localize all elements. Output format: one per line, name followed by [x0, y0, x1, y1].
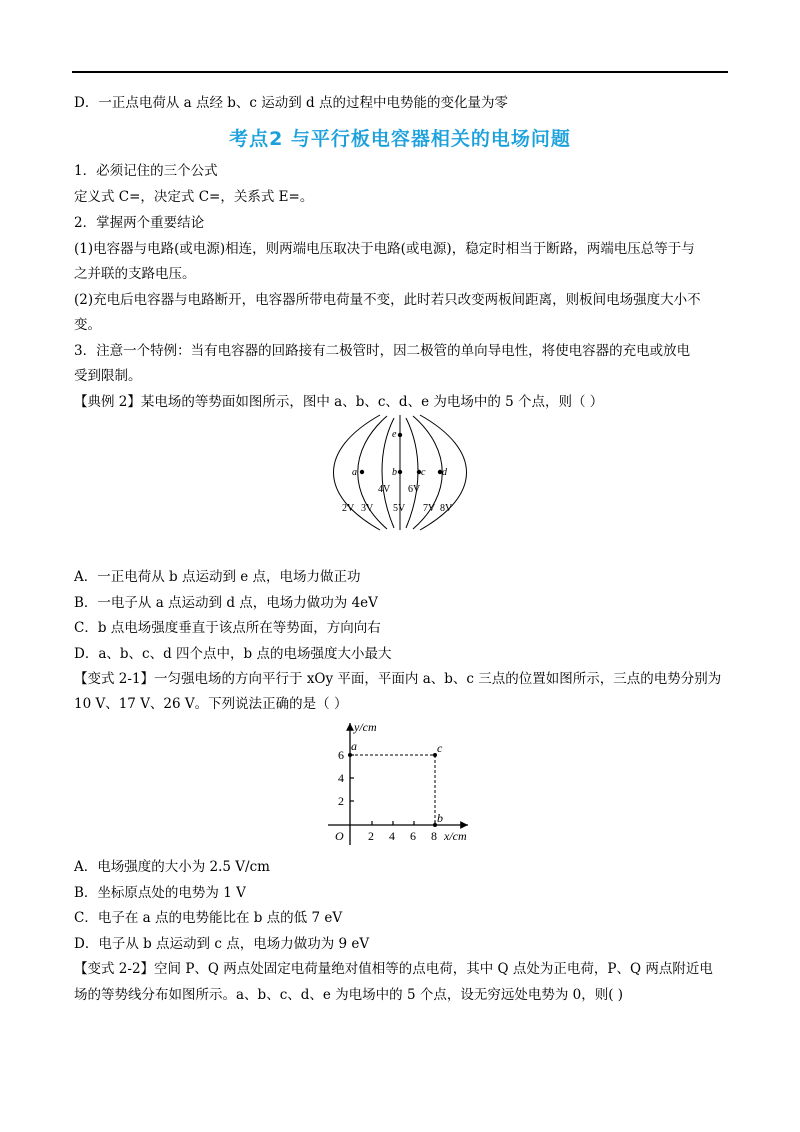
- x-tick-label-8: 8: [431, 829, 437, 843]
- point-d-label: d: [442, 467, 447, 478]
- example2-option-a: A．一正电荷从 b 点运动到 e 点，电场力做正功: [74, 569, 361, 585]
- variant21-stem-line1: 【变式 2-1】一匀强电场的方向平行于 xOy 平面，平面内 a、b、c 三点的位置如图所示，三点的电势分别为: [74, 671, 722, 687]
- point1-formulas: 定义式 C=，决定式 C=，关系式 E=。: [74, 189, 314, 205]
- x-axis-label: x/cm: [444, 829, 467, 843]
- variant21-option-c: C．电子在 a 点的电势能比在 b 点的低 7 eV: [74, 910, 343, 926]
- point3-line2: 受到限制。: [74, 368, 142, 384]
- coordinate-figure: [318, 715, 488, 855]
- point-c-label: c: [421, 467, 426, 478]
- voltage-4v-label: 4V: [378, 484, 391, 495]
- point-a-label: a: [351, 739, 357, 753]
- example2-option-b: B．一电子从 a 点运动到 d 点，电场力做功为 4eV: [74, 595, 378, 611]
- point-b-label: b: [392, 467, 397, 478]
- example2-option-c: C．b 点电场强度垂直于该点所在等势面，方向向右: [74, 620, 381, 636]
- equipotential-figure: [330, 410, 480, 535]
- conclusion1-line1: (1)电容器与电路(或电源)相连，则两端电压取决于电路(或电源)，稳定时相当于断路，两端电压总等于与: [74, 241, 695, 257]
- voltage-7v-label: 7V: [423, 503, 436, 514]
- header-rule: [72, 71, 728, 73]
- voltage-5v-label: 5V: [393, 503, 406, 514]
- x-tick-label-2: 2: [368, 829, 374, 843]
- x-tick-label-4: 4: [389, 829, 395, 843]
- y-axis-label: y/cm: [354, 720, 377, 734]
- point2-heading: 2．掌握两个重要结论: [74, 215, 205, 231]
- equipotential-6v: [406, 418, 418, 528]
- origin-label: O: [335, 829, 344, 843]
- variant21-stem-line2: 10 V、17 V、26 V。下列说法正确的是（ ）: [74, 696, 348, 712]
- voltage-2v-label: 2V: [342, 503, 355, 514]
- point-e-label: e: [392, 429, 397, 440]
- x-tick-label-6: 6: [410, 829, 416, 843]
- point-b-label: b: [437, 811, 443, 825]
- conclusion2-line2: 变。: [74, 317, 101, 333]
- y-tick-label-6: 6: [338, 748, 344, 762]
- variant21-option-d: D．电子从 b 点运动到 c 点，电场力做功为 9 eV: [74, 936, 370, 952]
- variant22-stem-line1: 【变式 2-2】空间 P、Q 两点处固定电荷量绝对值相等的点电荷，其中 Q 点处为正电荷，P、Q 两点附近电: [74, 961, 713, 977]
- point1-heading: 1．必须记住的三个公式: [74, 163, 218, 179]
- conclusion1-line2: 之并联的支路电压。: [74, 266, 196, 282]
- y-tick-label-4: 4: [338, 771, 344, 785]
- y-tick-label-2: 2: [338, 794, 344, 808]
- point-a-dot: [348, 753, 352, 757]
- example2-option-d: D．a、b、c、d 四个点中，b 点的电场强度大小最大: [74, 646, 392, 662]
- variant21-option-a: A．电场强度的大小为 2.5 V/cm: [74, 859, 270, 875]
- conclusion2-line1: (2)充电后电容器与电路断开，电容器所带电荷量不变，此时若只改变两板间距离，则板间电场强度大小不: [74, 292, 701, 308]
- section-title: 考点2 与平行板电容器相关的电场问题: [229, 128, 571, 150]
- variant21-option-b: B．坐标原点处的电势为 1 V: [74, 885, 246, 901]
- voltage-8v-label: 8V: [440, 503, 453, 514]
- point-c-label: c: [437, 741, 443, 755]
- variant22-stem-line2: 场的等势线分布如图所示。a、b、c、d、e 为电场中的 5 个点，设无穷远处电势为 0，则( ): [74, 987, 624, 1003]
- point-a-dot: [360, 470, 364, 474]
- point-a-label: a: [352, 467, 357, 478]
- example2-stem: 【典例 2】某电场的等势面如图所示，图中 a、b、c、d、e 为电场中的 5 个点，则（ ）: [74, 394, 604, 410]
- prev-option-d: D．一正点电荷从 a 点经 b、c 运动到 d 点的过程中电势能的变化量为零: [74, 95, 508, 111]
- voltage-6v-label: 6V: [408, 484, 421, 495]
- point-b-dot: [398, 470, 402, 474]
- point-e-dot: [398, 433, 402, 437]
- point3-line1: 3．注意一个特例：当有电容器的回路接有二极管时，因二极管的单向导电性，将使电容器的充电或放电: [74, 343, 691, 359]
- voltage-3v-label: 3V: [361, 503, 374, 514]
